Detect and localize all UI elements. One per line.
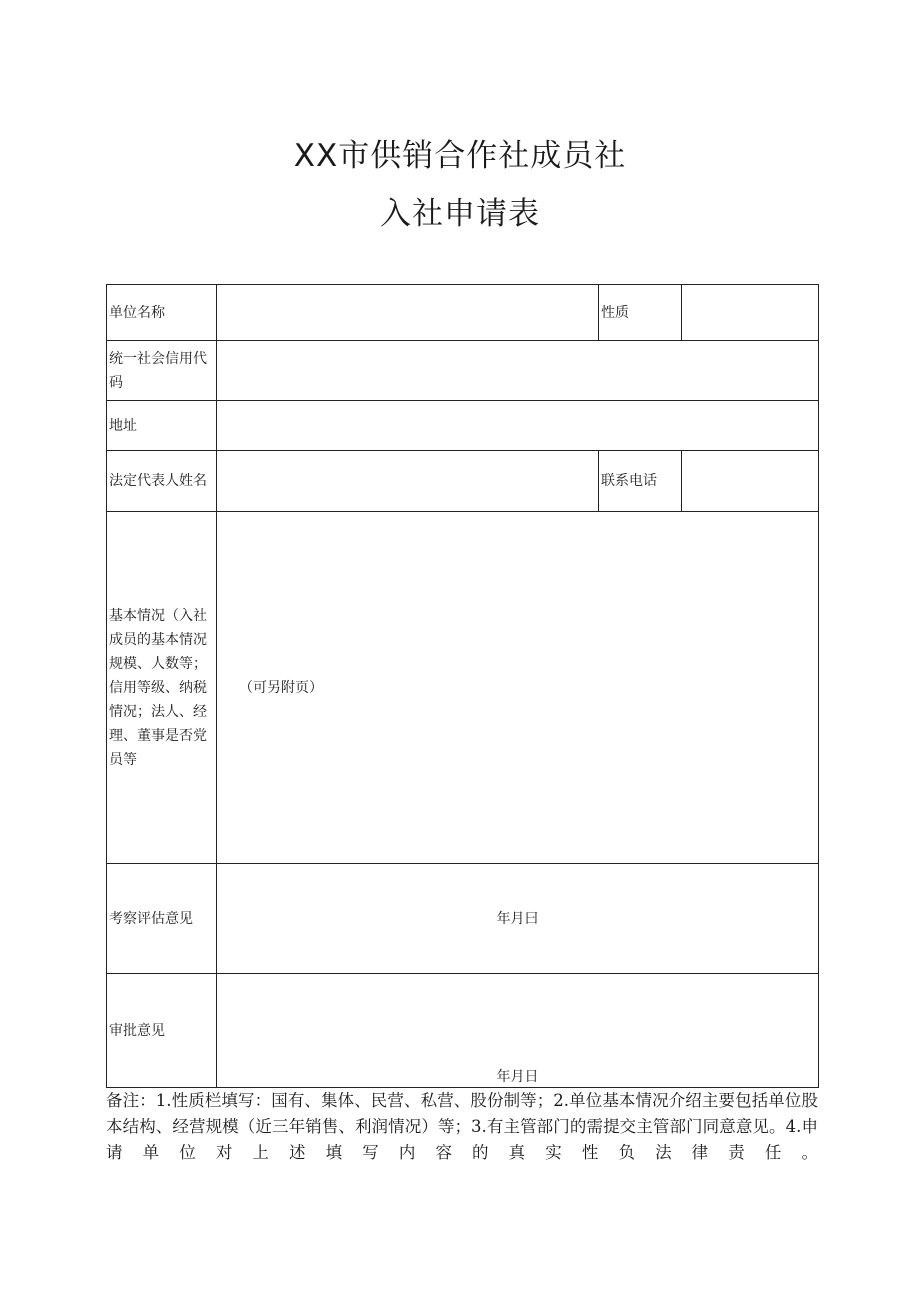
approval-field[interactable] bbox=[217, 974, 819, 1088]
remarks-note: 备注：1.性质栏填写：国有、集体、民营、私营、股份制等；2.单位基本情况介绍主要包括单位股本结构、经营规模（近三年销售、利润情况）等；3.有主管部门的需提交主管部门同意意见。4.申请单位对上述填写内容的真实性负法律责任。 bbox=[106, 1091, 818, 1162]
page-subtitle: 入社申请表 bbox=[380, 196, 540, 232]
address-field[interactable] bbox=[217, 401, 819, 451]
approval-date: 年月日 bbox=[496, 1069, 539, 1085]
page-title: XX市供销合作社成员社 bbox=[293, 138, 627, 174]
nature-field[interactable] bbox=[682, 285, 819, 341]
basic-info-field[interactable] bbox=[217, 512, 819, 864]
nature-label: 性质 bbox=[599, 285, 682, 341]
address-label: 地址 bbox=[107, 401, 217, 451]
credit-code-label: 统一社会信用代码 bbox=[107, 341, 217, 401]
basic-info-label: 基本情况（入社成员的基本情况规模、人数等；信用等级、纳税情况；法人、经理、董事是否党员等 bbox=[107, 512, 217, 864]
review-label: 考察评估意见 bbox=[107, 864, 217, 974]
review-date: 年月曰 bbox=[496, 910, 539, 927]
phone-field[interactable] bbox=[682, 451, 819, 512]
row-credit-code bbox=[107, 341, 819, 401]
row-unit-name bbox=[107, 285, 819, 341]
row-address bbox=[107, 401, 819, 451]
row-legal-rep bbox=[107, 451, 819, 512]
unit-name-field[interactable] bbox=[217, 285, 599, 341]
application-form-table bbox=[106, 284, 819, 1088]
row-review bbox=[107, 864, 819, 974]
row-basic-info bbox=[107, 512, 819, 864]
review-field[interactable] bbox=[217, 864, 819, 974]
unit-name-label: 单位名称 bbox=[107, 285, 217, 341]
credit-code-field[interactable] bbox=[217, 341, 819, 401]
approval-label: 审批意见 bbox=[107, 974, 217, 1088]
row-approval bbox=[107, 974, 819, 1088]
legal-rep-label: 法定代表人姓名 bbox=[107, 451, 217, 512]
basic-info-note: （可另附页） bbox=[239, 679, 323, 696]
legal-rep-field[interactable] bbox=[217, 451, 599, 512]
phone-label: 联系电话 bbox=[599, 451, 682, 512]
